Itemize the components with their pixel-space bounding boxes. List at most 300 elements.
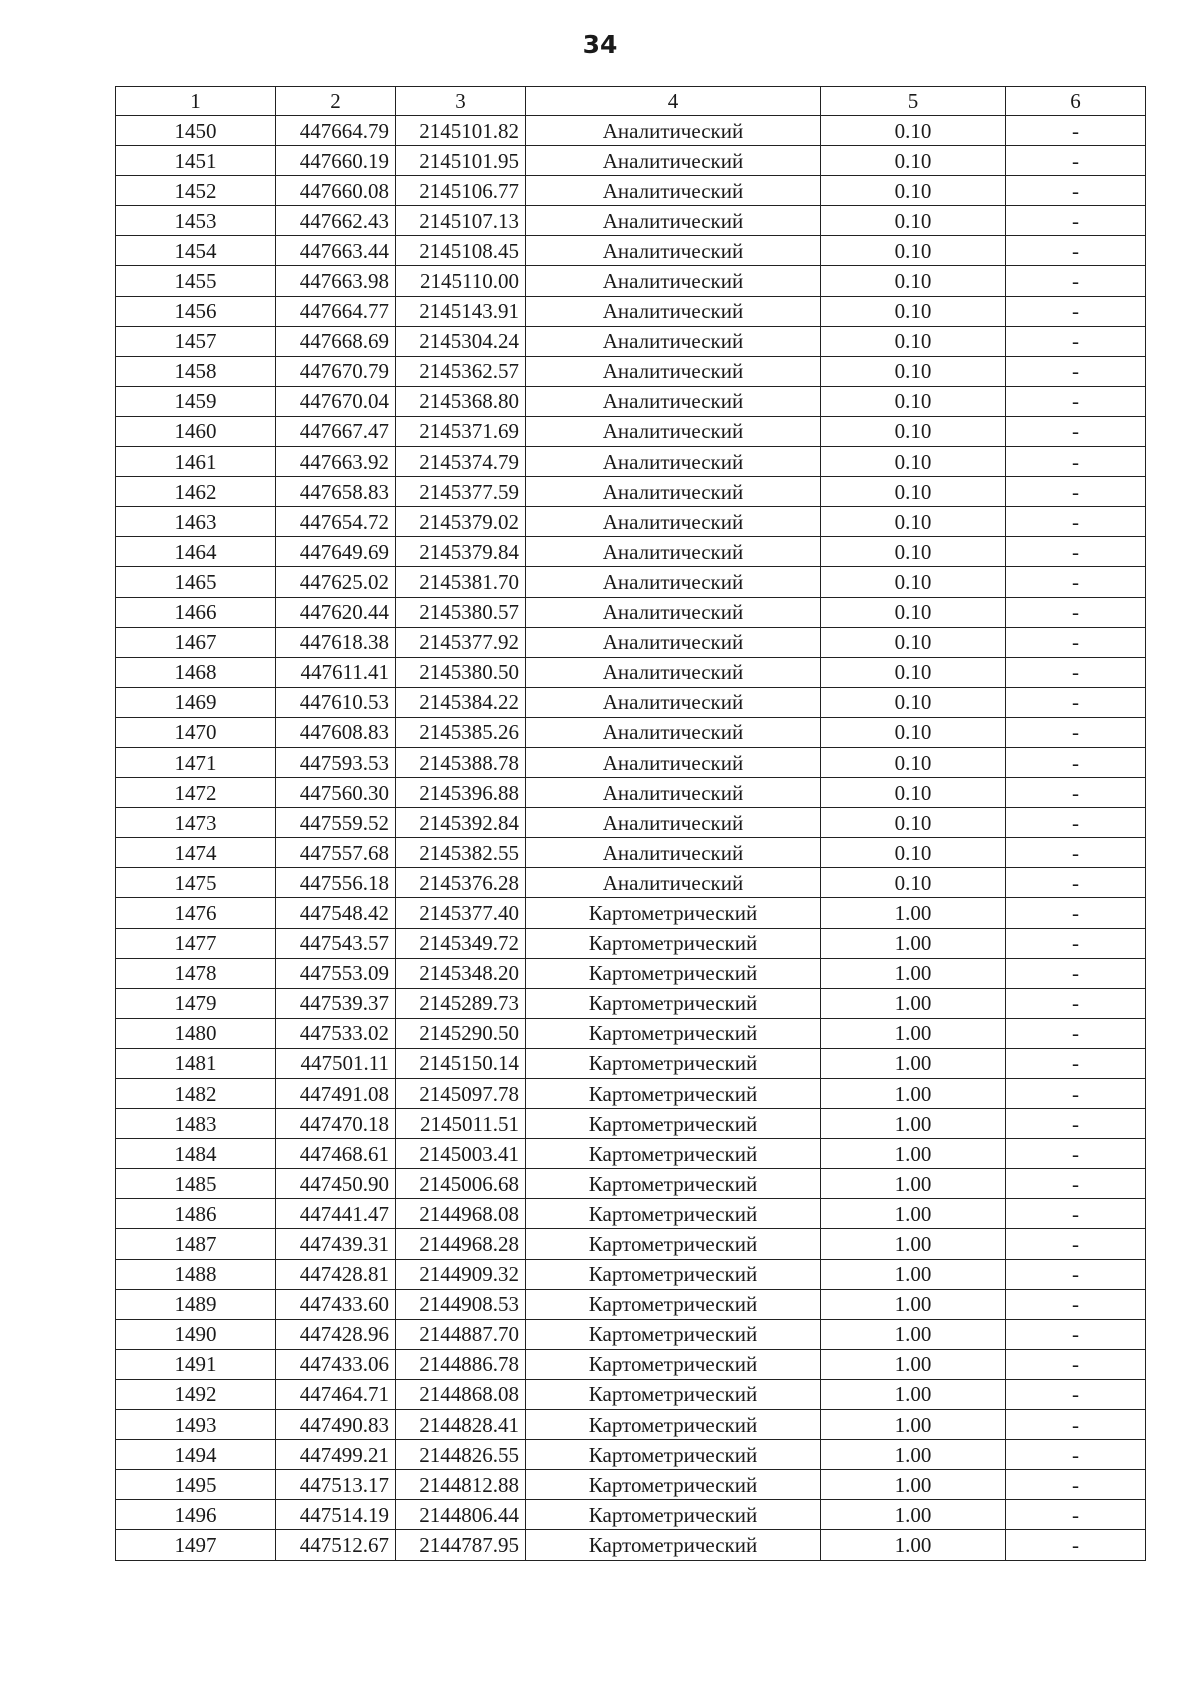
x-coordinate-cell: 447663.98 (276, 266, 396, 296)
y-coordinate-cell: 2144828.41 (396, 1410, 526, 1440)
y-coordinate-cell: 2145380.57 (396, 597, 526, 627)
table-row (116, 236, 1146, 266)
table-row (116, 1470, 1146, 1500)
note-cell: - (1006, 1410, 1146, 1440)
point-number-cell: 1495 (116, 1470, 276, 1500)
table-row (116, 416, 1146, 446)
point-number-cell: 1466 (116, 597, 276, 627)
column-header-6: 6 (1006, 87, 1146, 116)
accuracy-cell: 0.10 (821, 386, 1006, 416)
method-cell: Картометрический (526, 1530, 821, 1560)
x-coordinate-cell: 447593.53 (276, 747, 396, 777)
method-cell: Аналитический (526, 627, 821, 657)
accuracy-cell: 1.00 (821, 1349, 1006, 1379)
note-cell: - (1006, 1259, 1146, 1289)
point-number-cell: 1457 (116, 326, 276, 356)
method-cell: Аналитический (526, 266, 821, 296)
table-row (116, 386, 1146, 416)
accuracy-cell: 1.00 (821, 1379, 1006, 1409)
accuracy-cell: 0.10 (821, 868, 1006, 898)
x-coordinate-cell: 447670.04 (276, 386, 396, 416)
note-cell: - (1006, 988, 1146, 1018)
column-header-1: 1 (116, 87, 276, 116)
y-coordinate-cell: 2144787.95 (396, 1530, 526, 1560)
accuracy-cell: 1.00 (821, 1289, 1006, 1319)
method-cell: Аналитический (526, 416, 821, 446)
table-row (116, 1530, 1146, 1560)
y-coordinate-cell: 2145143.91 (396, 296, 526, 326)
y-coordinate-cell: 2145097.78 (396, 1079, 526, 1109)
x-coordinate-cell: 447491.08 (276, 1079, 396, 1109)
x-coordinate-cell: 447533.02 (276, 1018, 396, 1048)
x-coordinate-cell: 447667.47 (276, 416, 396, 446)
point-number-cell: 1480 (116, 1018, 276, 1048)
method-cell: Картометрический (526, 1379, 821, 1409)
note-cell: - (1006, 778, 1146, 808)
accuracy-cell: 1.00 (821, 1410, 1006, 1440)
accuracy-cell: 1.00 (821, 1470, 1006, 1500)
note-cell: - (1006, 236, 1146, 266)
method-cell: Аналитический (526, 838, 821, 868)
note-cell: - (1006, 1530, 1146, 1560)
table-row (116, 206, 1146, 236)
note-cell: - (1006, 1199, 1146, 1229)
point-number-cell: 1481 (116, 1048, 276, 1078)
x-coordinate-cell: 447499.21 (276, 1440, 396, 1470)
table-row (116, 1319, 1146, 1349)
y-coordinate-cell: 2145385.26 (396, 717, 526, 747)
y-coordinate-cell: 2144908.53 (396, 1289, 526, 1319)
method-cell: Аналитический (526, 296, 821, 326)
y-coordinate-cell: 2144887.70 (396, 1319, 526, 1349)
table-row (116, 808, 1146, 838)
note-cell: - (1006, 687, 1146, 717)
x-coordinate-cell: 447548.42 (276, 898, 396, 928)
accuracy-cell: 1.00 (821, 898, 1006, 928)
method-cell: Аналитический (526, 356, 821, 386)
x-coordinate-cell: 447553.09 (276, 958, 396, 988)
table-row (116, 1229, 1146, 1259)
method-cell: Аналитический (526, 386, 821, 416)
y-coordinate-cell: 2144868.08 (396, 1379, 526, 1409)
x-coordinate-cell: 447468.61 (276, 1139, 396, 1169)
table-row (116, 537, 1146, 567)
note-cell: - (1006, 657, 1146, 687)
accuracy-cell: 0.10 (821, 447, 1006, 477)
x-coordinate-cell: 447441.47 (276, 1199, 396, 1229)
x-coordinate-cell: 447618.38 (276, 627, 396, 657)
note-cell: - (1006, 627, 1146, 657)
point-number-cell: 1460 (116, 416, 276, 446)
accuracy-cell: 0.10 (821, 808, 1006, 838)
accuracy-cell: 0.10 (821, 717, 1006, 747)
method-cell: Картометрический (526, 1259, 821, 1289)
y-coordinate-cell: 2145348.20 (396, 958, 526, 988)
accuracy-cell: 0.10 (821, 206, 1006, 236)
table-row (116, 928, 1146, 958)
accuracy-cell: 0.10 (821, 326, 1006, 356)
point-number-cell: 1461 (116, 447, 276, 477)
accuracy-cell: 1.00 (821, 1199, 1006, 1229)
table-row (116, 1169, 1146, 1199)
y-coordinate-cell: 2145304.24 (396, 326, 526, 356)
table-row (116, 1379, 1146, 1409)
coordinates-table (115, 86, 1146, 1561)
x-coordinate-cell: 447512.67 (276, 1530, 396, 1560)
table-row (116, 1109, 1146, 1139)
table-row (116, 477, 1146, 507)
method-cell: Картометрический (526, 1500, 821, 1530)
x-coordinate-cell: 447620.44 (276, 597, 396, 627)
y-coordinate-cell: 2144806.44 (396, 1500, 526, 1530)
accuracy-cell: 1.00 (821, 1500, 1006, 1530)
method-cell: Аналитический (526, 326, 821, 356)
x-coordinate-cell: 447668.69 (276, 326, 396, 356)
x-coordinate-cell: 447501.11 (276, 1048, 396, 1078)
method-cell: Аналитический (526, 507, 821, 537)
table-row (116, 627, 1146, 657)
method-cell: Картометрический (526, 1229, 821, 1259)
note-cell: - (1006, 356, 1146, 386)
y-coordinate-cell: 2145289.73 (396, 988, 526, 1018)
note-cell: - (1006, 206, 1146, 236)
point-number-cell: 1486 (116, 1199, 276, 1229)
point-number-cell: 1483 (116, 1109, 276, 1139)
column-header-2: 2 (276, 87, 396, 116)
x-coordinate-cell: 447608.83 (276, 717, 396, 747)
point-number-cell: 1475 (116, 868, 276, 898)
y-coordinate-cell: 2144826.55 (396, 1440, 526, 1470)
table-row (116, 687, 1146, 717)
point-number-cell: 1472 (116, 778, 276, 808)
method-cell: Картометрический (526, 1410, 821, 1440)
note-cell: - (1006, 1379, 1146, 1409)
method-cell: Аналитический (526, 236, 821, 266)
y-coordinate-cell: 2145107.13 (396, 206, 526, 236)
y-coordinate-cell: 2145380.50 (396, 657, 526, 687)
method-cell: Картометрический (526, 1349, 821, 1379)
method-cell: Аналитический (526, 687, 821, 717)
table-body (116, 116, 1146, 1561)
accuracy-cell: 1.00 (821, 1530, 1006, 1560)
y-coordinate-cell: 2145108.45 (396, 236, 526, 266)
table-row (116, 1018, 1146, 1048)
y-coordinate-cell: 2145379.84 (396, 537, 526, 567)
method-cell: Картометрический (526, 898, 821, 928)
method-cell: Аналитический (526, 567, 821, 597)
accuracy-cell: 0.10 (821, 296, 1006, 326)
y-coordinate-cell: 2145150.14 (396, 1048, 526, 1078)
x-coordinate-cell: 447433.60 (276, 1289, 396, 1319)
y-coordinate-cell: 2145374.79 (396, 447, 526, 477)
point-number-cell: 1490 (116, 1319, 276, 1349)
y-coordinate-cell: 2145101.95 (396, 146, 526, 176)
x-coordinate-cell: 447663.92 (276, 447, 396, 477)
accuracy-cell: 1.00 (821, 1169, 1006, 1199)
note-cell: - (1006, 326, 1146, 356)
point-number-cell: 1467 (116, 627, 276, 657)
point-number-cell: 1494 (116, 1440, 276, 1470)
accuracy-cell: 0.10 (821, 687, 1006, 717)
note-cell: - (1006, 838, 1146, 868)
column-header-3: 3 (396, 87, 526, 116)
y-coordinate-cell: 2144886.78 (396, 1349, 526, 1379)
x-coordinate-cell: 447428.96 (276, 1319, 396, 1349)
y-coordinate-cell: 2145376.28 (396, 868, 526, 898)
note-cell: - (1006, 1229, 1146, 1259)
point-number-cell: 1482 (116, 1079, 276, 1109)
point-number-cell: 1468 (116, 657, 276, 687)
note-cell: - (1006, 1139, 1146, 1169)
table-row (116, 1500, 1146, 1530)
table-row (116, 567, 1146, 597)
x-coordinate-cell: 447610.53 (276, 687, 396, 717)
accuracy-cell: 0.10 (821, 416, 1006, 446)
table-row (116, 597, 1146, 627)
x-coordinate-cell: 447670.79 (276, 356, 396, 386)
y-coordinate-cell: 2145396.88 (396, 778, 526, 808)
note-cell: - (1006, 1470, 1146, 1500)
y-coordinate-cell: 2145290.50 (396, 1018, 526, 1048)
y-coordinate-cell: 2145388.78 (396, 747, 526, 777)
point-number-cell: 1493 (116, 1410, 276, 1440)
accuracy-cell: 0.10 (821, 477, 1006, 507)
x-coordinate-cell: 447514.19 (276, 1500, 396, 1530)
accuracy-cell: 1.00 (821, 1048, 1006, 1078)
y-coordinate-cell: 2145101.82 (396, 116, 526, 146)
method-cell: Аналитический (526, 116, 821, 146)
page-number: 34 (582, 30, 618, 59)
table-row (116, 778, 1146, 808)
table-row (116, 146, 1146, 176)
method-cell: Аналитический (526, 537, 821, 567)
note-cell: - (1006, 1440, 1146, 1470)
y-coordinate-cell: 2144812.88 (396, 1470, 526, 1500)
accuracy-cell: 1.00 (821, 1079, 1006, 1109)
point-number-cell: 1451 (116, 146, 276, 176)
table-row (116, 747, 1146, 777)
note-cell: - (1006, 507, 1146, 537)
note-cell: - (1006, 477, 1146, 507)
method-cell: Аналитический (526, 747, 821, 777)
point-number-cell: 1491 (116, 1349, 276, 1379)
note-cell: - (1006, 1319, 1146, 1349)
point-number-cell: 1485 (116, 1169, 276, 1199)
accuracy-cell: 0.10 (821, 116, 1006, 146)
column-header-4: 4 (526, 87, 821, 116)
y-coordinate-cell: 2144909.32 (396, 1259, 526, 1289)
point-number-cell: 1487 (116, 1229, 276, 1259)
method-cell: Картометрический (526, 1289, 821, 1319)
point-number-cell: 1476 (116, 898, 276, 928)
note-cell: - (1006, 537, 1146, 567)
accuracy-cell: 0.10 (821, 597, 1006, 627)
table-row (116, 1410, 1146, 1440)
x-coordinate-cell: 447654.72 (276, 507, 396, 537)
accuracy-cell: 0.10 (821, 176, 1006, 206)
table-row (116, 868, 1146, 898)
table-row (116, 838, 1146, 868)
method-cell: Аналитический (526, 447, 821, 477)
method-cell: Картометрический (526, 988, 821, 1018)
method-cell: Аналитический (526, 778, 821, 808)
x-coordinate-cell: 447513.17 (276, 1470, 396, 1500)
method-cell: Аналитический (526, 868, 821, 898)
note-cell: - (1006, 1018, 1146, 1048)
table-row (116, 116, 1146, 146)
table-row (116, 1079, 1146, 1109)
accuracy-cell: 1.00 (821, 1109, 1006, 1139)
x-coordinate-cell: 447539.37 (276, 988, 396, 1018)
point-number-cell: 1489 (116, 1289, 276, 1319)
accuracy-cell: 1.00 (821, 928, 1006, 958)
x-coordinate-cell: 447433.06 (276, 1349, 396, 1379)
header-row (116, 87, 1146, 116)
x-coordinate-cell: 447664.77 (276, 296, 396, 326)
note-cell: - (1006, 296, 1146, 326)
point-number-cell: 1477 (116, 928, 276, 958)
point-number-cell: 1478 (116, 958, 276, 988)
point-number-cell: 1488 (116, 1259, 276, 1289)
table-row (116, 1289, 1146, 1319)
accuracy-cell: 1.00 (821, 1259, 1006, 1289)
y-coordinate-cell: 2144968.28 (396, 1229, 526, 1259)
note-cell: - (1006, 928, 1146, 958)
method-cell: Аналитический (526, 477, 821, 507)
point-number-cell: 1471 (116, 747, 276, 777)
note-cell: - (1006, 808, 1146, 838)
table-row (116, 326, 1146, 356)
method-cell: Картометрический (526, 1470, 821, 1500)
table-row (116, 266, 1146, 296)
note-cell: - (1006, 597, 1146, 627)
note-cell: - (1006, 958, 1146, 988)
method-cell: Картометрический (526, 1109, 821, 1139)
table-row (116, 176, 1146, 206)
note-cell: - (1006, 1500, 1146, 1530)
point-number-cell: 1469 (116, 687, 276, 717)
x-coordinate-cell: 447439.31 (276, 1229, 396, 1259)
point-number-cell: 1464 (116, 537, 276, 567)
x-coordinate-cell: 447557.68 (276, 838, 396, 868)
point-number-cell: 1463 (116, 507, 276, 537)
y-coordinate-cell: 2145368.80 (396, 386, 526, 416)
column-header-5: 5 (821, 87, 1006, 116)
accuracy-cell: 0.10 (821, 236, 1006, 266)
method-cell: Картометрический (526, 1048, 821, 1078)
y-coordinate-cell: 2145371.69 (396, 416, 526, 446)
note-cell: - (1006, 416, 1146, 446)
note-cell: - (1006, 1048, 1146, 1078)
table-row (116, 988, 1146, 1018)
note-cell: - (1006, 1079, 1146, 1109)
point-number-cell: 1462 (116, 477, 276, 507)
accuracy-cell: 0.10 (821, 838, 1006, 868)
x-coordinate-cell: 447470.18 (276, 1109, 396, 1139)
accuracy-cell: 0.10 (821, 657, 1006, 687)
y-coordinate-cell: 2145106.77 (396, 176, 526, 206)
table-row (116, 356, 1146, 386)
x-coordinate-cell: 447428.81 (276, 1259, 396, 1289)
point-number-cell: 1459 (116, 386, 276, 416)
method-cell: Картометрический (526, 1079, 821, 1109)
table-row (116, 447, 1146, 477)
x-coordinate-cell: 447543.57 (276, 928, 396, 958)
point-number-cell: 1453 (116, 206, 276, 236)
method-cell: Аналитический (526, 206, 821, 236)
x-coordinate-cell: 447649.69 (276, 537, 396, 567)
note-cell: - (1006, 266, 1146, 296)
y-coordinate-cell: 2145384.22 (396, 687, 526, 717)
note-cell: - (1006, 567, 1146, 597)
x-coordinate-cell: 447662.43 (276, 206, 396, 236)
method-cell: Аналитический (526, 176, 821, 206)
accuracy-cell: 0.10 (821, 567, 1006, 597)
accuracy-cell: 1.00 (821, 1018, 1006, 1048)
method-cell: Аналитический (526, 717, 821, 747)
method-cell: Картометрический (526, 958, 821, 988)
table-row (116, 898, 1146, 928)
accuracy-cell: 0.10 (821, 266, 1006, 296)
y-coordinate-cell: 2145011.51 (396, 1109, 526, 1139)
method-cell: Картометрический (526, 928, 821, 958)
table-row (116, 958, 1146, 988)
method-cell: Картометрический (526, 1199, 821, 1229)
note-cell: - (1006, 116, 1146, 146)
point-number-cell: 1497 (116, 1530, 276, 1560)
y-coordinate-cell: 2145377.40 (396, 898, 526, 928)
y-coordinate-cell: 2145379.02 (396, 507, 526, 537)
point-number-cell: 1465 (116, 567, 276, 597)
accuracy-cell: 1.00 (821, 958, 1006, 988)
y-coordinate-cell: 2145382.55 (396, 838, 526, 868)
table-row (116, 1139, 1146, 1169)
table-row (116, 717, 1146, 747)
accuracy-cell: 1.00 (821, 1229, 1006, 1259)
point-number-cell: 1452 (116, 176, 276, 206)
y-coordinate-cell: 2145392.84 (396, 808, 526, 838)
accuracy-cell: 0.10 (821, 146, 1006, 176)
accuracy-cell: 0.10 (821, 747, 1006, 777)
accuracy-cell: 1.00 (821, 1139, 1006, 1169)
accuracy-cell: 0.10 (821, 507, 1006, 537)
table-row (116, 1440, 1146, 1470)
x-coordinate-cell: 447611.41 (276, 657, 396, 687)
x-coordinate-cell: 447660.08 (276, 176, 396, 206)
note-cell: - (1006, 898, 1146, 928)
method-cell: Аналитический (526, 146, 821, 176)
point-number-cell: 1492 (116, 1379, 276, 1409)
x-coordinate-cell: 447490.83 (276, 1410, 396, 1440)
note-cell: - (1006, 747, 1146, 777)
point-number-cell: 1479 (116, 988, 276, 1018)
point-number-cell: 1450 (116, 116, 276, 146)
x-coordinate-cell: 447464.71 (276, 1379, 396, 1409)
table-row (116, 296, 1146, 326)
note-cell: - (1006, 717, 1146, 747)
note-cell: - (1006, 176, 1146, 206)
method-cell: Аналитический (526, 657, 821, 687)
point-number-cell: 1474 (116, 838, 276, 868)
x-coordinate-cell: 447660.19 (276, 146, 396, 176)
point-number-cell: 1458 (116, 356, 276, 386)
table-row (116, 1259, 1146, 1289)
note-cell: - (1006, 447, 1146, 477)
table-row (116, 1349, 1146, 1379)
accuracy-cell: 0.10 (821, 778, 1006, 808)
accuracy-cell: 0.10 (821, 356, 1006, 386)
point-number-cell: 1496 (116, 1500, 276, 1530)
